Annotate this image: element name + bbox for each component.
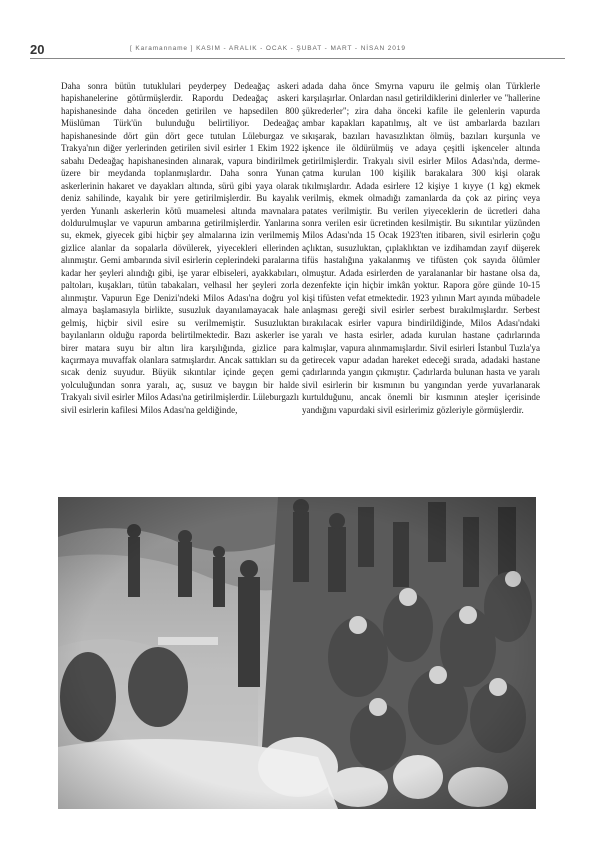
running-head: [ Karamanname ] KASIM - ARALIK - OCAK - ŞUBAT - MART - NİSAN 2019 <box>130 45 406 52</box>
body-text-right: adada daha önce Smyrna vapuru ile gelmiş olan Türklerle karşılaşırlar. Onlardan nasıl getirildiklerini dinlerler ve "hallerine şükrederler"; zira daha önceki kafile ile gelenlerin vapurda ambar kapakları kapatılmış, alt ve üst ambarlarda bazıları sıkışarak, bazıları havasızlıktan ölmüş, bazıları kurşunla ve işkence ile öldürülmüş ve adaya çeşitli işkenceler altında getirilmişlerdir. Trakyalı sivil esirler Milos Adası'nda, derme-çatma kurulan 100 kişilik barakalara 300 kişi olarak tıkılmışlardır. Adada esirlere 12 kişiye 1 kıyye (1 kg) ekmek verilmiş, ekmek olmadığı zamanlarda da çok az pirinç veya patates verilmiştir. Bu verilen yiyeceklerin de ücretleri daha sonra verilen esir ücretinden kesilmiştir. Bu sıkıntılar yüzünden Milos Adası'nda 15 Ocak 1923'ten itibaren, sivil esirlerin çoğu açlıktan, susuzluktan, çıplaklıktan ve izdihamdan zayıf düşerek tifüs hastalığına yakalanmış ve tifüsten çok sayıda ölümler olmuştur. Adada esirlerden de yaralananlar bir hastane olsa da, dezenfekte için hiçbir imkân yoktur. Rapora göre günde 10-15 kişi tifüsten vefat etmektedir. 1923 yılının Mart ayında mübadele anlaşması gereği sivil esirler serbest bırakılmışlardır. Serbest bırakılacak esirler vapura bindirildiğinde, Milos Adası'ndaki yaralı ve hasta esirler, adada kurulan hastane çadırlarında kalmışlar, vapura alınmamışlardır. Sivil esirleri İstanbul Tuzla'ya getirecek vapur adadan hareket edeceği sırada, adadaki hastane çadırlarında yangın çıkmıştır. Çadırlarda bulunan hasta ve yaralı sivil esirlerin bir kısmının bu yangından yerde yuvarlanarak kurtulduğunu, ancak önemli bir kısmının ateşler içerisinde yandığını vapurdaki sivil esirlerimiz gözleriyle görmüşlerdir. <box>302 81 540 415</box>
page-header <box>30 44 565 56</box>
prisoners-photo-illustration <box>58 497 536 809</box>
header-rule <box>30 58 565 59</box>
historical-photograph <box>58 497 536 809</box>
text-column-right <box>302 80 540 416</box>
text-column-left <box>61 80 299 416</box>
page-number: 20 <box>30 42 45 57</box>
body-text-left: Daha sonra bütün tutuklulari peyderpey Dedeağaç askeri hapishanelerine götürmüşlerdir. Rapordu Dedeağaç askeri hapishanesinde daha önceden getirilen ve hapsedilen 800 Müslüman Türk'ün bulunduğu belirtiliyor. Dedeağaç hapishanesinde dört gün dört gece tutulan Lüleburgaz ve Trakya'nın diğer yerlerinden getirilen sivil esirler 1 Ekim 1922 sabahı Dedeağaç hapishanesinden alınarak, vapura bindirilmek üzere bir meydanda toplanmışlardır. Daha sonra Yunan askerlerinin hakaret ve dayakları altında, sürü gibi yaya olarak deniz sahilinde, kayalık bir yere getirilmişlerdir. Bu kayalık yerden Yunanlı askerlerin kötü muamelesi altında mavnalara doldurulmuşlar ve vapurun ambarına getirilmişlerdir. Yanlarına su, ekmek, giyecek gibi hiçbir şey almalarına izin verilmemiş gizlice alanlar da sopalarla dövülerek, yiyecekleri ellerinden alınmıştır. Gemi ambarında sivil esirlerin ceplerindeki paralarına kadar her şeyleri alındığı gibi, işe yarar elbiseleri, ayakkabıları, paltoları, kuşakları, tütün tabakaları, velhasıl her şeyleri zorla alınmıştır. Vapurun Ege Denizi'ndeki Milos Adası'na doğru yol almaya başlamasıyla birlikte, susuzluk dayanılamayacak hale gelmiş, hiçbir sivil esire su verilmemiştir. Susuzluktan bayılanların olduğu raporda belirtilmektedir. Bazı askerler ise birer matara suyu bir altın lira karşılığında, gizlice para kaçırmaya muvaffak olanlara satmışlardır. Ancak sattıkları su da sıcak deniz suyudur. Büyük sıkıntılar içinde geçen gemi yolculuğundan sonra yaralı, aç, susuz ve baygın bir halde Trakyalı sivil esirler Milos Adası'na getirilmişlerdir. Lüleburgazlı sivil esirlerin kafilesi Milos Adası'na geldiğinde, <box>61 81 299 415</box>
